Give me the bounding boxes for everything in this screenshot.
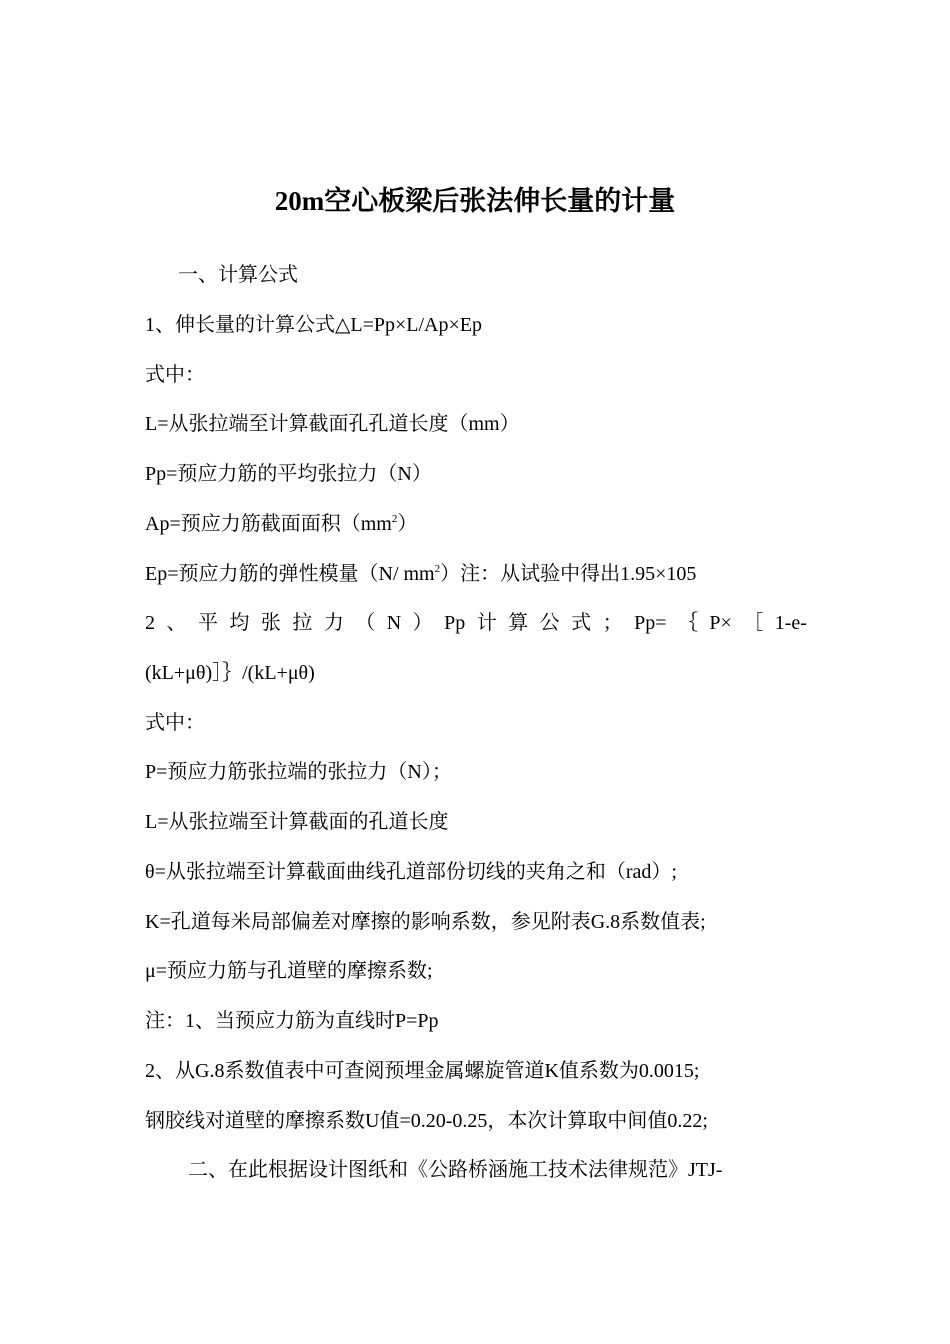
section-heading-formulas: 一、计算公式 (178, 264, 298, 286)
formula-token: Pp= (634, 612, 667, 634)
formula-token: N (386, 612, 402, 634)
formula-token: 1-e- (774, 612, 807, 634)
where-label: 式中： (145, 712, 205, 734)
formula-token: 均 (229, 612, 250, 634)
definition-Ap-close: ） (397, 513, 418, 535)
formula-token: 式 (571, 612, 592, 634)
formula-token: ［ (743, 612, 764, 634)
definition-P: P=预应力筋张拉端的张拉力（N）； (145, 761, 452, 783)
note-straight-tendon: 注：1、当预应力筋为直线时P=Pp (145, 1010, 439, 1032)
definition-Ep-text: Ep=预应力筋的弹性模量（N/ mm (145, 563, 435, 585)
formula-token: 平 (197, 612, 218, 634)
formula-token: ） (412, 612, 433, 634)
formula-average-tension (145, 608, 807, 638)
formula-token: P× (709, 612, 732, 634)
note-friction-coefficient: 钢胶线对道壁的摩擦系数U值=0.20-0.25，本次计算取中间值0.22; (145, 1110, 708, 1132)
note-k-coefficient: 2、从G.8系数值表中可查阅预埋金属螺旋管道K值系数为0.0015; (145, 1060, 700, 1082)
formula-token: 拉 (292, 612, 313, 634)
formula-token: （ (355, 612, 376, 634)
formula-token: Pp (444, 612, 466, 634)
definition-Pp: Pp=预应力筋的平均张拉力（N） (145, 463, 432, 485)
definition-L2: L=从张拉端至计算截面的孔道长度 (145, 811, 449, 833)
formula-token: 力 (323, 612, 344, 634)
definition-L: L=从张拉端至计算截面孔孔道长度（mm） (145, 413, 520, 435)
where-label: 式中： (145, 364, 205, 386)
formula-elongation: 1、伸长量的计算公式△L=Pp×L/Ap×Ep (145, 314, 482, 336)
superscript-2: 2 (391, 513, 398, 525)
formula-token: 2 (145, 612, 155, 634)
superscript-2: 2 (434, 563, 441, 575)
formula-token: 公 (539, 612, 560, 634)
formula-average-tension-continued: (kL+μθ)］｝/(kL+μθ) (145, 662, 315, 684)
definition-theta: θ=从张拉端至计算截面曲线孔道部份切线的夹角之和（rad）; (145, 861, 677, 883)
formula-token: 张 (260, 612, 281, 634)
document-title: 20m空心板梁后张法伸长量的计量 (274, 186, 676, 216)
definition-Ep (145, 559, 696, 589)
formula-token: 、 (166, 612, 187, 634)
formula-token: ｛ (677, 612, 698, 634)
formula-token: ； (602, 612, 623, 634)
formula-token: 计 (476, 612, 497, 634)
definition-mu: μ=预应力筋与孔道壁的摩擦系数; (145, 960, 433, 982)
definition-K: K=孔道每米局部偏差对摩擦的影响系数，参见附表G.8系数值表; (145, 911, 706, 933)
definition-Ep-note: ）注：从试验中得出1.95×105 (440, 563, 697, 585)
definition-Ap-text: Ap=预应力筋截面面积（mm (145, 513, 392, 535)
formula-token: 算 (508, 612, 529, 634)
section-heading-design-basis: 二、在此根据设计图纸和《公路桥涵施工技术法律规范》JTJ- (188, 1159, 723, 1181)
definition-Ap (145, 509, 417, 539)
